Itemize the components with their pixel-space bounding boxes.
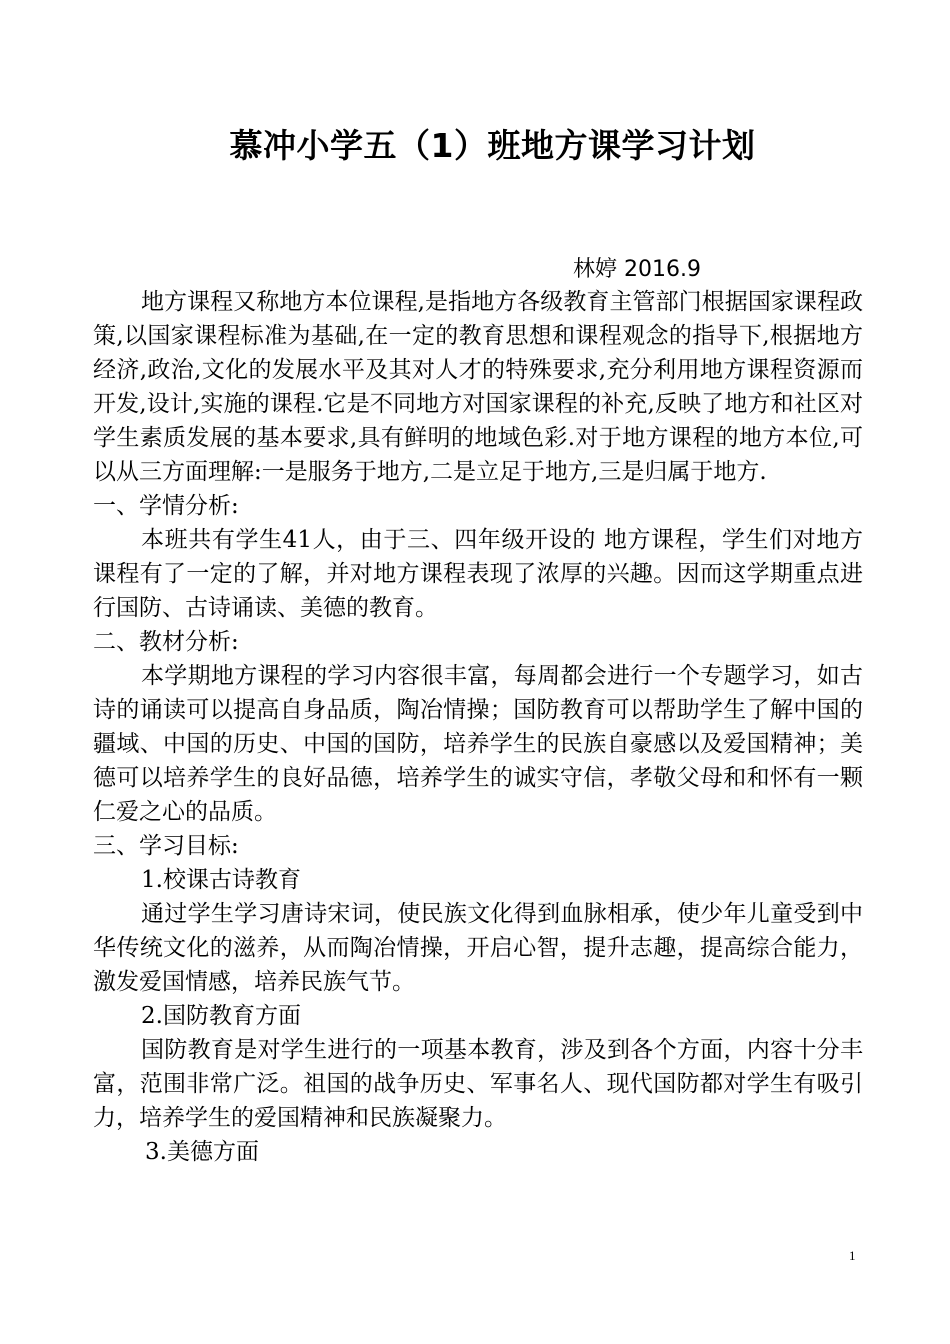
- intro-paragraph: 地方课程又称地方本位课程,是指地方各级教育主管部门根据国家课程政策,以国家课程标准为基础,在一定的教育思想和课程观念的指导下,根据地方经济,政治,文化的发展水平及其对人才的特殊要求,充分利用地方课程资源而开发,设计,实施的课程.它是不同地方对国家课程的补充,反映了地方和社区对学生素质发展的基本要求,具有鲜明的地域色彩.对于地方课程的地方本位,可以从三方面理解:一是服务于地方,二是立足于地方,三是归属于地方.: [93, 289, 863, 485]
- poetry-education-paragraph: 通过学生学习唐诗宋词，使民族文化得到血脉相承，使少年儿童受到中华传统文化的滋养，从而陶冶情操，开启心智，提升志趣，提高综合能力，激发爱国情感，培养民族气节。: [93, 901, 863, 995]
- section-heading-material-analysis: 二、教材分析:: [93, 629, 239, 655]
- author-date-line: 林婷 2016.9: [573, 257, 701, 282]
- section-heading-learning-goals: 三、学习目标:: [93, 833, 239, 859]
- subheading-poetry-education: 1.校课古诗教育: [141, 867, 301, 893]
- learning-analysis-paragraph: 本班共有学生41人，由于三、四年级开设的 地方课程，学生们对地方课程有了一定的了解，并对地方课程表现了浓厚的兴趣。因而这学期重点进行国防、古诗诵读、美德的教育。: [93, 527, 863, 621]
- document-title: 慕冲小学五（1）班地方课学习计划: [229, 126, 756, 165]
- subheading-virtue: 3.美德方面: [145, 1139, 259, 1165]
- material-analysis-paragraph: 本学期地方课程的学习内容很丰富，每周都会进行一个专题学习，如古诗的诵读可以提高自身品质，陶冶情操；国防教育可以帮助学生了解中国的疆域、中国的历史、中国的国防，培养学生的民族自豪感以及爱国精神；美德可以培养学生的良好品德，培养学生的诚实守信，孝敬父母和和怀有一颗仁爱之心的品质。: [93, 663, 863, 825]
- defense-education-paragraph: 国防教育是对学生进行的一项基本教育，涉及到各个方面，内容十分丰富，范围非常广泛。祖国的战争历史、军事名人、现代国防都对学生有吸引力，培养学生的爱国精神和民族凝聚力。: [93, 1037, 863, 1131]
- section-heading-learning-analysis: 一、学情分析:: [93, 493, 239, 519]
- page-number: 1: [849, 1248, 856, 1263]
- subheading-defense-education: 2.国防教育方面: [141, 1003, 301, 1029]
- document-body: [93, 285, 863, 1169]
